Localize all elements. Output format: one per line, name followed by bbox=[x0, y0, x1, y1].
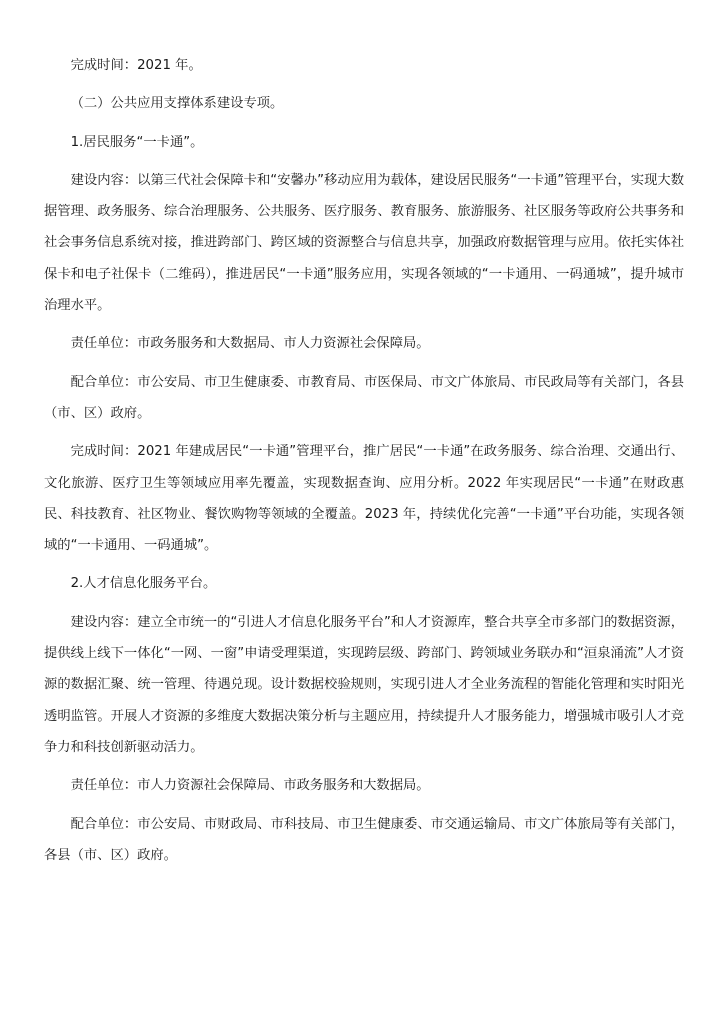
completion-time-one-card: 完成时间：2021 年建成居民“一卡通”管理平台，推广居民“一卡通”在政务服务、综合治理、交通出行、文化旅游、医疗卫生等领域应用率先覆盖，实现数据查询、应用分析。2022 年实现居民“一卡通”在财政惠民、科技教育、社区物业、餐饮购物等领域的全覆盖。2023 年，持续优化完善“一卡通”平台功能，实现各领域的“一卡通用、一码通城”。 bbox=[44, 444, 684, 554]
construction-content-talent-platform: 建设内容：建立全市统一的“引进人才信息化服务平台”和人才资源库，整合共享全市多部门的数据资源，提供线上线下一体化“一网、一窗”申请受理渠道，实现跨层级、跨部门、跨领域业务联办和“洹泉涌流”人才资源的数据汇聚、统一管理、待遇兑现。设计数据校验规则，实现引进人才全业务流程的智能化管理和实时阳光透明监管。开展人才资源的多维度大数据决策分析与主题应用，持续提升人才服务能力，增强城市吸引人才竞争力和科技创新驱动活力。 bbox=[44, 614, 684, 755]
item-heading-talent-platform: 2.人才信息化服务平台。 bbox=[70, 576, 217, 592]
section-heading-public-app-support: （二）公共应用支撑体系建设专项。 bbox=[70, 96, 284, 112]
responsible-units-one-card: 责任单位：市政务服务和大数据局、市人力资源社会保障局。 bbox=[70, 336, 430, 352]
responsible-units-talent-platform: 责任单位：市人力资源社会保障局、市政务服务和大数据局。 bbox=[70, 778, 430, 794]
document-page bbox=[44, 50, 684, 878]
construction-content-one-card: 建设内容：以第三代社会保障卡和“安馨办”移动应用为载体，建设居民服务“一卡通”管理平台，实现大数据管理、政务服务、综合治理服务、公共服务、医疗服务、教育服务、旅游服务、社区服务等政府公共事务和社会事务信息系统对接，推进跨部门、跨区域的资源整合与信息共享，加强政府数据管理与应用。依托实体社保卡和电子社保卡（二维码），推进居民“一卡通”服务应用，实现各领域的“一卡通用、一码通城”，提升城市治理水平。 bbox=[44, 172, 684, 314]
cooperating-units-one-card: 配合单位：市公安局、市卫生健康委、市教育局、市医保局、市文广体旅局、市民政局等有关部门，各县（市、区）政府。 bbox=[44, 374, 684, 421]
item-heading-resident-one-card: 1.居民服务“一卡通”。 bbox=[70, 134, 204, 150]
cooperating-units-talent-platform: 配合单位：市公安局、市财政局、市科技局、市卫生健康委、市交通运输局、市文广体旅局等有关部门，各县（市、区）政府。 bbox=[44, 816, 684, 863]
completion-time-2021: 完成时间：2021 年。 bbox=[70, 58, 202, 73]
